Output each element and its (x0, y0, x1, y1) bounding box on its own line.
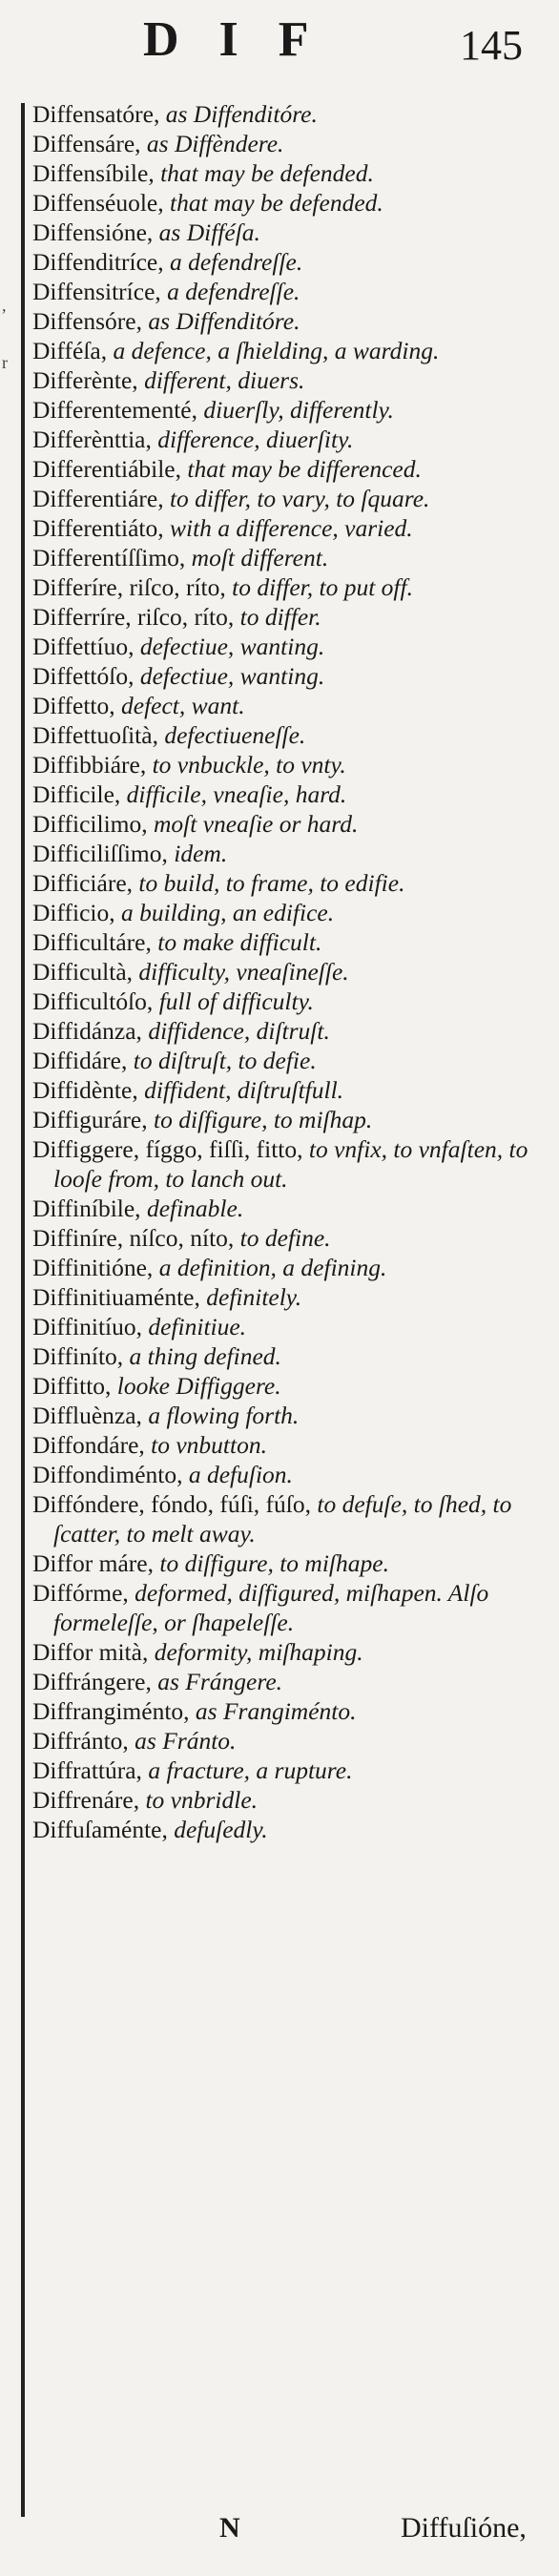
entry-headword: Diffettóſo, (32, 662, 135, 690)
entry-headword: Diffidènte, (32, 1076, 138, 1104)
dictionary-entry (32, 1637, 528, 1667)
entry-definition: a defuſion. (188, 1461, 293, 1488)
page-number: 145 (460, 22, 523, 69)
dictionary-entry (32, 632, 528, 661)
dictionary-entry (32, 661, 528, 691)
dictionary-entry (32, 188, 528, 218)
entry-definition: defect, want. (121, 692, 245, 719)
entry-headword: Difficio, (32, 899, 115, 926)
dictionary-entry (32, 1282, 528, 1312)
entry-headword: Diffránto, (32, 1727, 129, 1755)
entry-headword: Differentementé, (32, 396, 197, 424)
entry-definition: that may be differenced. (187, 455, 422, 483)
entry-headword: Differentiábile, (32, 455, 182, 483)
entry-definition: to vnfix, to vnfaſten, to looſe from, to lanch out. (53, 1135, 528, 1193)
dictionary-entry (32, 306, 528, 336)
entry-definition: a definition, a defining. (158, 1254, 387, 1281)
entry-headword: Diffor máre, (32, 1549, 154, 1577)
entry-definition: to vnbutton. (151, 1431, 267, 1459)
dictionary-entry (32, 425, 528, 454)
entry-definition: to differ, to vary, to ſquare. (169, 485, 430, 512)
entry-headword: Diffórme, (32, 1579, 129, 1607)
dictionary-entry (32, 572, 528, 602)
entry-headword: Diffidánza, (32, 1017, 142, 1045)
entry-headword: Differentíſſimo, (32, 544, 186, 571)
entry-headword: Diffidáre, (32, 1047, 128, 1074)
dictionary-entry (32, 750, 528, 779)
running-head: DIF (143, 12, 349, 67)
dictionary-entry (32, 1253, 528, 1282)
entry-definition: moſt vneaſie or hard. (154, 810, 359, 838)
entry-headword: Diffluènza, (32, 1402, 142, 1429)
entry-headword: Diffinitióne, (32, 1254, 154, 1281)
entry-definition: defectiueneſſe. (164, 721, 306, 749)
entry-definition: a defendreſſe. (167, 278, 300, 305)
dictionary-entry (32, 1371, 528, 1401)
catchword: Diffuſióne, (401, 2512, 527, 2544)
entry-definition: a flowing forth. (148, 1402, 300, 1429)
entry-headword: Diffensóre, (32, 307, 142, 335)
dictionary-entry (32, 365, 528, 395)
dictionary-entry (32, 1105, 528, 1134)
dictionary-entry (32, 99, 528, 129)
entry-headword: Diffrenáre, (32, 1786, 140, 1814)
entry-headword: Diffinitiuaménte, (32, 1283, 200, 1311)
entry-headword: Diffensíbile, (32, 159, 155, 187)
dictionary-entry (32, 1194, 528, 1223)
entry-headword: Diffiníbile, (32, 1195, 141, 1222)
entry-definition: to differ. (239, 603, 321, 631)
dictionary-entry (32, 1016, 528, 1046)
entry-definition: that may be defended. (160, 159, 374, 187)
entry-headword: Differentiáre, (32, 485, 164, 512)
entry-headword: Diffiníto, (32, 1342, 124, 1370)
entry-headword: Diffiníre, níſco, níto, (32, 1224, 235, 1252)
entry-headword: Diffensitríce, (32, 278, 161, 305)
entry-definition: moſt different. (191, 544, 329, 571)
entry-definition: as Frangiménto. (195, 1697, 357, 1725)
entry-definition: difficulty, vneaſineſſe. (138, 958, 349, 986)
entry-headword: Difficultáre, (32, 928, 152, 956)
dictionary-entry (32, 720, 528, 750)
entry-headword: Diffor mità, (32, 1638, 149, 1666)
dictionary-entry (32, 1489, 528, 1548)
entry-definition: to vnbridle. (145, 1786, 259, 1814)
margin-mark: r (2, 353, 8, 372)
entry-definition: that may be defended. (170, 189, 383, 217)
dictionary-entry (32, 1134, 528, 1194)
dictionary-entry (32, 218, 528, 247)
dictionary-entry (32, 1696, 528, 1726)
dictionary-entry (32, 395, 528, 425)
entry-definition: as Frángere. (157, 1668, 283, 1695)
entry-headword: Diffiguráre, (32, 1106, 148, 1133)
entry-definition: as Difféſa. (158, 218, 260, 246)
dictionary-entry (32, 691, 528, 720)
dictionary-entry (32, 158, 528, 188)
entry-headword: Differríre, riſco, ríto, (32, 603, 235, 631)
entry-headword: Diffondáre, (32, 1431, 145, 1459)
entry-headword: Diffettuoſità, (32, 721, 158, 749)
entry-headword: Diffensáre, (32, 130, 141, 157)
entry-headword: Difficiáre, (32, 869, 134, 897)
entry-headword: Diffitto, (32, 1372, 112, 1400)
entry-definition: defectiue, wanting. (139, 633, 325, 660)
entry-definition: defuſedly. (174, 1816, 268, 1843)
entry-headword: Differènttia, (32, 426, 152, 453)
entry-definition: deformed, diſfigured, miſhapen. Alſo formeleſſe, or ſhapeleſſe. (53, 1579, 489, 1636)
dictionary-entry (32, 1578, 528, 1637)
entry-headword: Differentiáto, (32, 514, 164, 542)
entry-definition: defectiue, wanting. (139, 662, 325, 690)
entry-definition: diffidence, diſtruſt. (148, 1017, 330, 1045)
dictionary-entry (32, 1785, 528, 1815)
entry-definition: diffident, diſtruſtfull. (144, 1076, 344, 1104)
entry-definition: with a difference, varied. (169, 514, 413, 542)
dictionary-entry (32, 1046, 528, 1075)
entry-definition: looke Diffiggere. (116, 1372, 281, 1400)
dictionary-entry (32, 513, 528, 543)
dictionary-entry (32, 602, 528, 632)
entry-definition: definitiue. (148, 1313, 247, 1340)
entry-definition: different, diuers. (144, 366, 305, 394)
dictionary-entry (32, 1755, 528, 1785)
dictionary-entry (32, 336, 528, 365)
dictionary-entry (32, 1815, 528, 1844)
entry-definition: definable. (146, 1195, 244, 1222)
entry-definition: to build, to frame, to edifie. (138, 869, 405, 897)
entry-headword: Diffóndere, fóndo, fúſi, fúſo, (32, 1490, 312, 1518)
dictionary-entry (32, 868, 528, 898)
dictionary-entry (32, 839, 528, 868)
entry-headword: Diffinitíuo, (32, 1313, 142, 1340)
entry-definition: a fracture, a rupture. (148, 1756, 353, 1784)
entry-headword: Diffrangiménto, (32, 1697, 190, 1725)
dictionary-entry (32, 779, 528, 809)
entry-headword: Diffrattúra, (32, 1756, 142, 1784)
entry-headword: Diffondiménto, (32, 1461, 183, 1488)
entry-definition: to diſfigure, to miſhape. (159, 1549, 389, 1577)
entry-definition: diuerſly, differently. (203, 396, 394, 424)
dictionary-entry (32, 809, 528, 839)
dictionary-entry (32, 987, 528, 1016)
entry-definition: difference, diuerſity. (157, 426, 354, 453)
dictionary-entry (32, 129, 528, 158)
dictionary-entry (32, 957, 528, 987)
entry-definition: a building, an edifice. (121, 899, 335, 926)
dictionary-entry (32, 543, 528, 572)
dictionary-entry (32, 1341, 528, 1371)
entry-headword: Diffensatóre, (32, 100, 160, 128)
entry-definition: deformity, miſhaping. (154, 1638, 363, 1666)
column-rule (21, 103, 25, 2517)
dictionary-entry (32, 1075, 528, 1105)
entry-definition: to diſfigure, to miſhap. (153, 1106, 373, 1133)
margin-mark: , (2, 296, 7, 315)
dictionary-entry (32, 1667, 528, 1696)
entry-definition: difficile, vneaſie, hard. (126, 780, 347, 808)
dictionary-entry (32, 1548, 528, 1578)
entry-definition: to make difficult. (157, 928, 322, 956)
entry-definition: to defuſe, to ſhed, to ſcatter, to melt away. (53, 1490, 512, 1548)
entry-definition: to diſtruſt, to defie. (133, 1047, 317, 1074)
entry-headword: Difficile, (32, 780, 121, 808)
entry-definition: to vnbuckle, to vnty. (152, 751, 346, 779)
dictionary-entry (32, 1460, 528, 1489)
entry-definition: to define. (239, 1224, 331, 1252)
entry-headword: Difficultà, (32, 958, 134, 986)
entry-headword: Diffenditríce, (32, 248, 164, 276)
entry-headword: Diffrángere, (32, 1668, 152, 1695)
entry-headword: Difficilimo, (32, 810, 148, 838)
entry-definition: idem. (174, 840, 228, 867)
dictionary-entry (32, 1401, 528, 1430)
dictionary-entry (32, 898, 528, 927)
entry-headword: Diffetto, (32, 692, 115, 719)
dictionary-entry (32, 1430, 528, 1460)
entry-definition: as Diffèndere. (146, 130, 284, 157)
entry-definition: a thing defined. (129, 1342, 281, 1370)
entry-headword: Differíre, riſco, ríto, (32, 573, 226, 601)
dictionary-entry (32, 927, 528, 957)
entry-headword: Diffettíuo, (32, 633, 135, 660)
entry-headword: Diffensióne, (32, 218, 154, 246)
dictionary-entry (32, 1223, 528, 1253)
dictionary-entry (32, 454, 528, 484)
signature-mark: N (219, 2512, 240, 2544)
entry-definition: a defence, a ſhielding, a warding. (113, 337, 440, 364)
entry-definition: a defendreſſe. (169, 248, 303, 276)
entry-definition: as Diffenditóre. (148, 307, 300, 335)
page-header (0, 10, 559, 76)
entry-headword: Diffuſaménte, (32, 1816, 168, 1843)
dictionary-entry (32, 484, 528, 513)
entry-headword: Difféſa, (32, 337, 108, 364)
entry-definition: as Fránto. (135, 1727, 237, 1755)
dictionary-entry (32, 1312, 528, 1341)
dictionary-entry (32, 277, 528, 306)
dictionary-entry (32, 247, 528, 277)
entry-list (32, 99, 528, 1844)
dictionary-entry (32, 1726, 528, 1755)
entry-definition: to differ, to put off. (232, 573, 413, 601)
entry-headword: Differènte, (32, 366, 138, 394)
entry-headword: Difficultóſo, (32, 987, 154, 1015)
entry-headword: Diffiggere, fíggo, fiſſi, fitto, (32, 1135, 303, 1163)
entry-headword: Difficiliſſimo, (32, 840, 168, 867)
entry-definition: definitely. (206, 1283, 302, 1311)
entry-definition: full of difficulty. (158, 987, 314, 1015)
entry-headword: Diffenséuole, (32, 189, 164, 217)
entry-headword: Diffibbiáre, (32, 751, 147, 779)
entry-definition: as Diffenditóre. (165, 100, 318, 128)
